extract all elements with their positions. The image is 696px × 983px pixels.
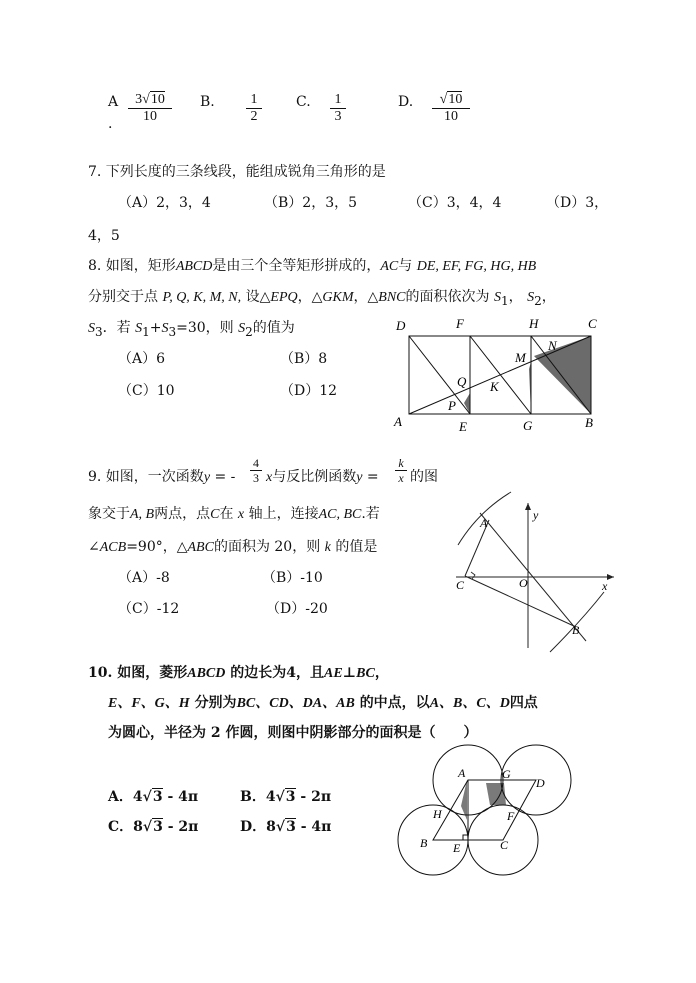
- q8-option-b: （B）8: [280, 351, 328, 367]
- q8-rectangle-figure: [390, 314, 610, 436]
- q7-stem: 7. 下列长度的三条线段，能组成锐角三角形的是: [88, 164, 386, 180]
- q8-label-d: D: [396, 318, 406, 333]
- q6-option-a-dot: .: [108, 116, 113, 132]
- q8-label-e: E: [459, 419, 467, 434]
- q8-label-n: N: [548, 338, 557, 353]
- q10-line-3: 为圆心，半径为 2 作圆，则图中阴影部分的面积是（ ）: [108, 725, 478, 741]
- q10-option-b: B．4√3 - 2π: [240, 789, 332, 805]
- q8-label-k: K: [490, 379, 499, 394]
- q8-label-m: M: [515, 350, 526, 365]
- q9-label-y: y: [533, 508, 539, 522]
- q9-right-angle-mark: [471, 572, 475, 579]
- q9-option-d: （D）-20: [266, 601, 328, 617]
- q10-label-b: B: [420, 836, 428, 850]
- q9-line-1: 9. 如图，一次函数y = -: [88, 469, 236, 485]
- q8-label-b: B: [585, 415, 593, 430]
- q8-label-f: F: [456, 316, 464, 331]
- q8-line-3: $S_3$．若 $S_1+S_3=30$，则 $S_2$的值为: [88, 320, 295, 339]
- q8-option-d: （D）12: [280, 383, 338, 399]
- q7-option-b: （B）2，3，5: [264, 195, 358, 211]
- q8-label-h: H: [529, 316, 539, 331]
- q8-label-g: G: [523, 418, 533, 433]
- q9-inverse-fraction: $\frac{k}{x}$: [395, 456, 407, 485]
- q10-label-c: C: [500, 838, 509, 852]
- q9-slope-fraction: $\frac{4}{3}$: [250, 456, 262, 485]
- q8-label-c: C: [588, 316, 597, 331]
- q9-line-1-end: 的图: [410, 469, 438, 485]
- q9-hyperbola-branch-lower: [550, 592, 604, 652]
- q9-label-o: O: [519, 576, 528, 590]
- q10-label-e: E: [453, 841, 461, 855]
- q6-option-b-letter: B.: [200, 94, 215, 110]
- q6-option-a-fraction: $\frac{3√10}{10}$: [128, 92, 172, 125]
- q9-line-1-middle: x与反比例函数y =: [266, 469, 379, 485]
- q10-option-a: A．4√3 - 4π: [108, 789, 199, 805]
- q10-line-2: E、F、G、H 分别为BC、CD、DA、AB 的中点，以A、B、C、D四点: [108, 695, 538, 711]
- q7-option-d-continued: 4，5: [88, 228, 120, 244]
- q6-option-d-letter: D.: [398, 94, 414, 110]
- q9-label-c: C: [456, 578, 465, 592]
- q9-line-3: ∠ACB=90°，△ABC的面积为 20，则 k 的值是: [88, 539, 378, 555]
- q10-line-1: 10. 如图，菱形ABCD 的边长为4，且AE⊥BC，: [88, 665, 389, 681]
- q8-option-c: （C）10: [118, 383, 175, 399]
- q8-line-1: 8. 如图，矩形ABCD是由三个全等矩形拼成的，AC与 DE, EF, FG, HG, HB: [88, 258, 537, 274]
- q6-option-a-letter: A: [108, 94, 119, 110]
- q10-option-d: D．8√3 - 4π: [240, 819, 332, 835]
- q8-label-p: P: [448, 398, 456, 413]
- q9-option-b: （B）-10: [262, 570, 323, 586]
- q10-label-d: D: [536, 776, 545, 790]
- q6-option-c-letter: C.: [296, 94, 311, 110]
- q9-label-x: x: [602, 579, 608, 593]
- q9-option-a: （A）-8: [118, 570, 170, 586]
- q10-label-f: F: [507, 809, 515, 823]
- q9-function-figure: [448, 484, 618, 654]
- q8-label-q: Q: [457, 374, 467, 389]
- q10-option-c: C．8√3 - 2π: [108, 819, 199, 835]
- q7-option-a: （A）2，3，4: [118, 195, 211, 211]
- q9-label-a: A: [480, 516, 488, 530]
- q7-option-c: （C）3，4，4: [408, 195, 502, 211]
- q10-label-g: G: [502, 767, 511, 781]
- q9-label-b: B: [572, 623, 580, 637]
- q8-line-2: 分别交于点 P, Q, K, M, N, 设△EPQ，△GKM，△BNC的面积依次为 $S_1$， $S_2$，: [88, 289, 556, 308]
- q6-option-d-fraction: $\frac{√10}{10}$: [432, 92, 470, 125]
- q8-label-a: A: [394, 414, 402, 429]
- q6-option-c-fraction: $\frac{1}{3}$: [330, 92, 346, 125]
- q9-option-c: （C）-12: [118, 601, 180, 617]
- q10-label-a: A: [458, 766, 466, 780]
- q9-line-2: 象交于A, B两点，点C在 x 轴上，连接AC, BC.若: [88, 506, 380, 522]
- q10-rhombus-figure: [394, 742, 576, 878]
- q7-option-d: （D）3，: [546, 195, 609, 211]
- q8-option-a: （A）6: [118, 351, 166, 367]
- q6-option-b-fraction: $\frac{1}{2}$: [246, 92, 262, 125]
- q10-label-h: H: [433, 807, 442, 821]
